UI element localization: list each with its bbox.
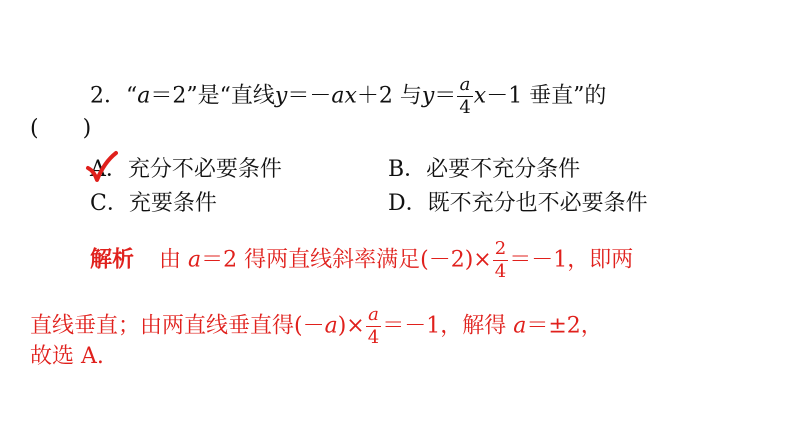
option-c: C．充要条件 [90,191,217,216]
question-number: 2． [90,83,126,109]
option-d: D．既不充分也不必要条件 [388,191,648,216]
analysis-label: 解析 [90,246,135,273]
fraction-a-over-4-analysis: $\frac{a}{4}$ [367,304,380,348]
analysis-line-3: 故选 A. [30,344,104,369]
option-a: A．充分不必要条件 [90,157,282,182]
check-icon [84,150,118,184]
fraction-2-over-4: $\frac{2}{4}$ [494,238,507,282]
answer-bracket: ( ) [30,116,92,141]
question-line-1: 2．“a＝2”是“直线y＝－ax＋2 与y＝ $\frac{a}{4}$ x－1 垂直”的 [90,74,607,118]
analysis-line-2: 直线垂直；由两直线垂直得(－a)× $\frac{a}{4}$ ＝－1，解得 a＝±2， [30,304,603,348]
option-b: B．必要不充分条件 [388,157,581,182]
analysis-line-1: 解析 由 a＝2 得两直线斜率满足(－2)× $\frac{2}{4}$ ＝－1，即两 [90,238,634,282]
fraction-a-over-4: $\frac{a}{4}$ [459,74,471,118]
